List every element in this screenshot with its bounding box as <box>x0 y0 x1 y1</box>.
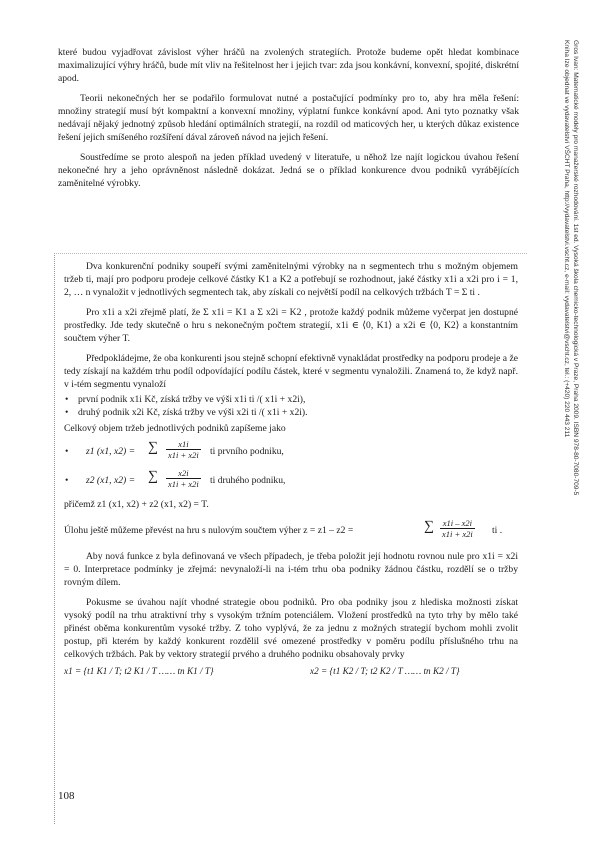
formula-z-denominator: x1i + x2i <box>442 529 473 539</box>
side-citation-line-1: Gros Ivan: Matematické modely pro manažerské rozhodování. 1st ed. Vysoká škola chemicko-technologická v Praze, Praha 2009. ISBN 978-80-7080-709-5 <box>572 40 579 496</box>
side-citation-box <box>562 40 580 495</box>
formula-z1-tail: ti prvního podniku, <box>210 446 284 457</box>
formula-z1-lhs: z1 (x1, x2) = <box>86 446 136 457</box>
bullet-text-2: druhý podnik x2i Kč, získá tržby ve výši x2i ti /( x1i + x2i). <box>78 407 308 418</box>
bullet-text-1: první podnik x1i Kč, získá tržby ve výši x1i ti /( x1i + x2i), <box>78 394 306 405</box>
bullet-dot: • <box>65 394 69 405</box>
intro-text <box>58 46 519 197</box>
formula-z2-denominator: x1i + x2i <box>168 479 199 489</box>
bullet-item-1 <box>64 393 518 406</box>
formula-z1-denominator: x1i + x2i <box>168 450 199 460</box>
formula-z2-lhs: z2 (x1, x2) = <box>86 475 136 486</box>
example-paragraph-3: Předpokládejme, že oba konkurenti jsou stejně schopní efektivně vynakládat prostředky na podporu prodeje a že tedy získají na každém trhu podíl odpovídající podílu částek, které v segmentu vynaložili. Znamená to, že když např. v i-tém segmentu vynaloží <box>64 353 518 390</box>
example-paragraph-7: Aby nová funkce z byla definovaná ve všech případech, je třeba položit její hodnotu rovnou nule pro x1i = x2i = 0. Interpretace podmínky je zřejmá: nevynaloží-li na i-tém trhu oba podniky žádnou částku, rozdělí se o tržby rovným dílem. <box>64 551 518 588</box>
formula-z2 <box>64 468 518 494</box>
formula-z-text: Úlohu ještě můžeme převést na hru s nulovým součtem výher z = z1 – z2 = <box>64 525 354 536</box>
example-paragraph-4: Celkový objem tržeb jednotlivých podniků zapíšeme jako <box>64 423 286 434</box>
formula-z-tail: ti . <box>492 525 503 536</box>
bullet-dot: • <box>65 407 69 418</box>
strategy-vectors <box>64 665 518 679</box>
example-paragraph-8: Pokusme se úvahou najít vhodné strategie obou podniků. Pro oba podniky jsou z hlediska možnosti získat vysoký podíl na trhu atraktivní trhy s vysokým tržním potenciálem. Vložení prostředků na tyto trhy by mělo také přinést oběma konkurentům vysoké tržby. Z toho vyplývá, že za jednu z možných strategií bychom mohli zvolit postup, při kterém by každý konkurent rozdělil své omezené prostředky v poměru podílu příslušného trhu na celkových tržbách. Pak by vektory strategií prvého a druhého podniku obsahovaly prvky <box>64 597 518 660</box>
paragraph-2: Teorii nekonečných her se podařilo formulovat nutné a postačující podmínky pro to, aby hra měla řešení: množiny strategií musí být kompaktní a konvexní množiny, výplatní funkce konkávní apod. Ani tyto poznatky však nedávají nějaký jednotný způsob hledání optimálních strategií, na rozdíl od maticových her, u kterých důkaz existence řešení jejich smíšeného rozšíření dával zároveň návod na jejich řešení. <box>58 93 519 143</box>
strategy-vector-1: x1 = {t1 K1 / T; t2 K1 / T …… tn K1 / T} <box>64 666 214 676</box>
paragraph-3: Soustředíme se proto alespoň na jeden příklad uvedený v literatuře, u něhož lze najít logickou úvahou řešení nekonečné hry a jeho oprávněnost následně dokázat. Jedná se o příklad konkurence dvou podniků vyrábějících zaměnitelné výrobky. <box>58 152 519 189</box>
formula-z1 <box>64 439 518 465</box>
strategy-vector-2: x2 = {t1 K2 / T; t2 K2 / T …… tn K2 / T} <box>310 666 460 676</box>
page-number: 108 <box>58 790 75 802</box>
formula-z2-numerator: x2i <box>166 468 201 479</box>
example-paragraph-5: přičemž z1 (x1, x2) + z2 (x1, x2) = T. <box>64 499 209 510</box>
side-citation-line-2: Kniha Ize objednat ve vydavatelství VŠCHT Praha, http://vydavatelstvi.vscht.cz, e-mail: vydavatelstvi@vscht.cz, tel.: (+420) 220 443 211 <box>563 40 570 438</box>
example-text <box>64 260 518 679</box>
formula-z-fraction <box>440 518 475 539</box>
formula-z1-numerator: x1i <box>166 439 201 450</box>
sum-symbol: ∑ <box>148 469 158 484</box>
bullet-dot: • <box>65 475 69 486</box>
sum-symbol: ∑ <box>148 440 158 455</box>
formula-z <box>64 518 518 544</box>
formula-z2-tail: ti druhého podniku, <box>210 475 286 486</box>
formula-z1-fraction <box>166 439 201 460</box>
formula-z2-fraction <box>166 468 201 489</box>
example-paragraph-1: Dva konkurenční podniky soupeří svými zaměnitelnými výrobky na n segmentech trhu s možným objemem tržeb ti, mají pro podporu prodeje celkové částky K1 a K2 a potřebují se rozhodnout, jaké částky x1i a x2i pro i = 1, 2, … n vynaložit v jednotlivých segmentech tak, aby získali co největší podíl na celkových tržbách T = Σ ti . <box>64 261 518 298</box>
side-citation <box>558 40 588 580</box>
paragraph-1: které budou vyjadřovat závislost výher hráčů na zvolených strategiích. Protože budeme opět hledat kombinace maximalizující výhry hráčů, bude mít vliv na řešitelnost her i jejich tvar: zda jsou konkávní, konvexní, spojité, diskrétní apod. <box>58 47 519 84</box>
bullet-dot: • <box>65 446 69 457</box>
sum-symbol: ∑ <box>424 519 434 534</box>
example-paragraph-2: Pro x1i a x2i zřejmě platí, že Σ x1i = K1 a Σ x2i = K2 , protože každý podnik můžeme vyčerpat jen dostupné prostředky. Jde tedy skutečně o hru s nekonečným počtem strategií, x1i ∈ ⟨0, K1⟩ a x2i ∈ ⟨0, K2⟩ a konstantním součtem výher T. <box>64 307 518 344</box>
formula-z-numerator: x1i – x2i <box>440 518 475 529</box>
bullet-item-2 <box>64 406 518 419</box>
